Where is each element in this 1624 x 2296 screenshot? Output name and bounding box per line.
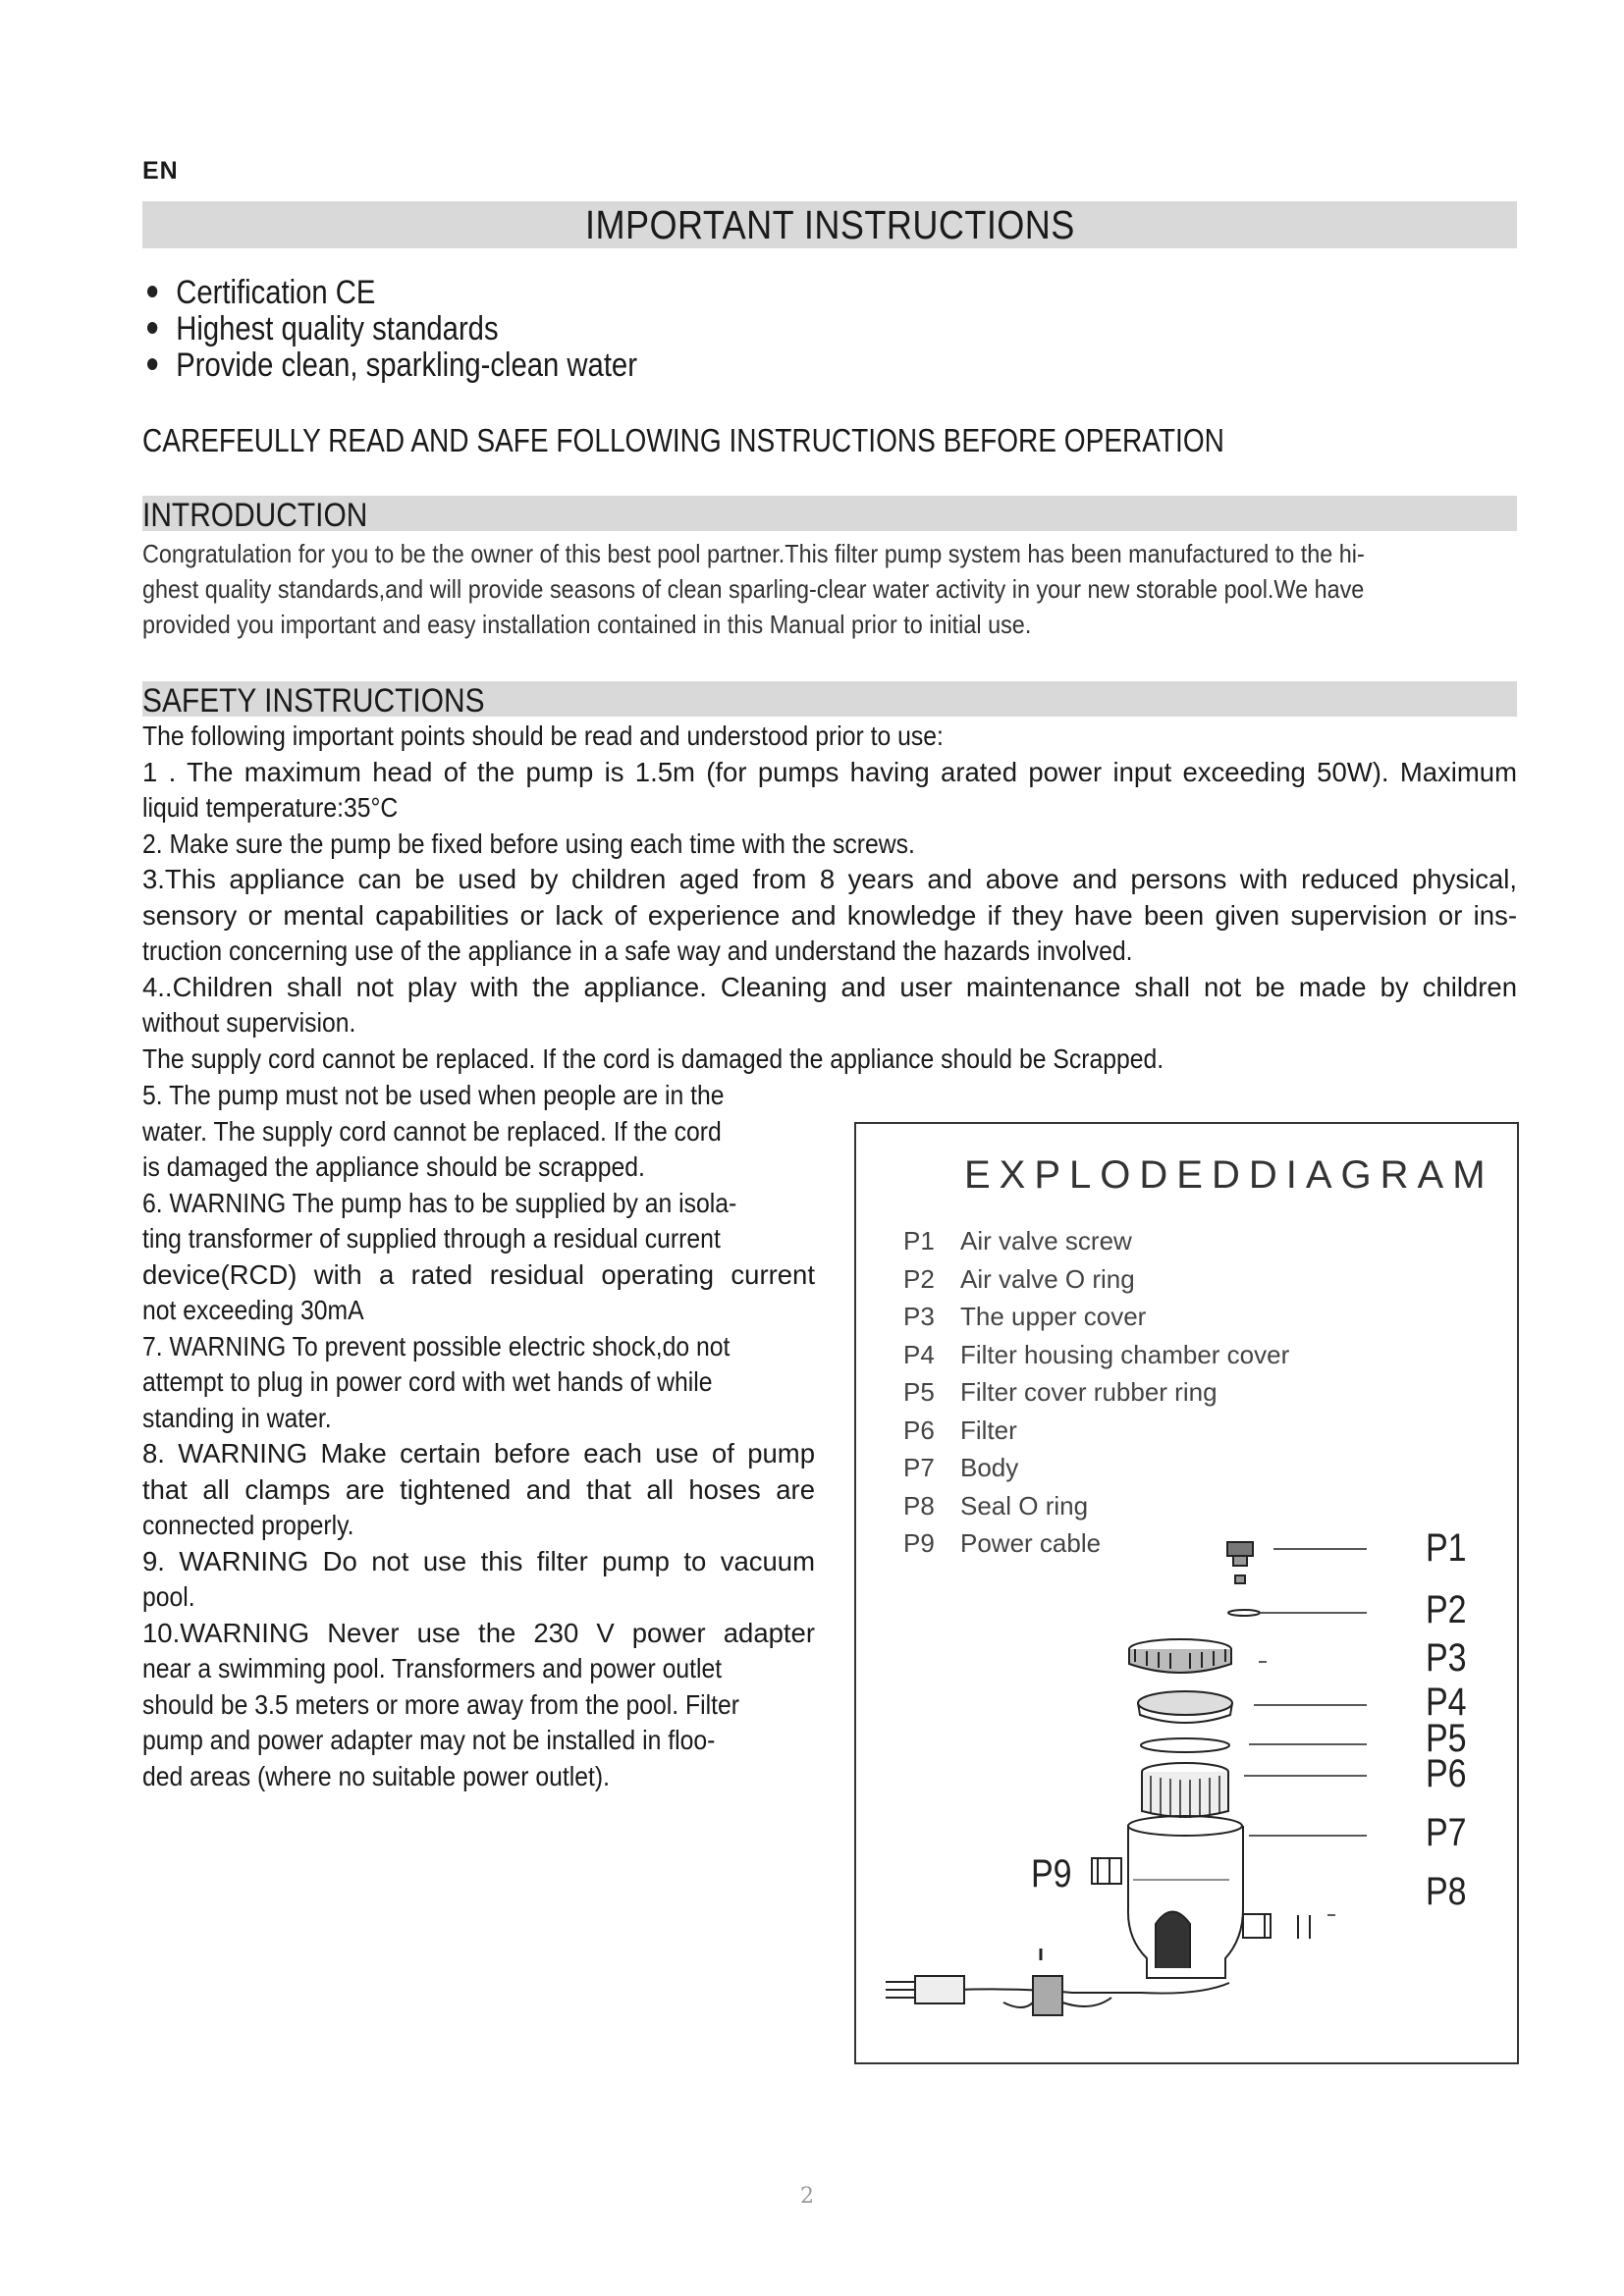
bullet-icon — [147, 286, 157, 297]
safety-line: that all clamps are tightened and that all hoses are — [142, 1473, 815, 1505]
safety-line: The supply cord cannot be replaced. If the cord is damaged the appliance should be Scrapped. — [142, 1042, 1164, 1074]
part-row: P7 Body — [903, 1453, 1019, 1482]
part-row: P8 Seal O ring — [903, 1490, 1089, 1521]
safety-line: water. The supply cord cannot be replaced. If the cord — [142, 1115, 722, 1147]
safety-line: 4..Children shall not play with the appliance. Cleaning and user maintenance shall not be made by children — [142, 971, 1517, 1002]
safety-line: attempt to plug in power cord with wet hands of while — [142, 1366, 713, 1397]
page-number: 2 — [800, 2184, 814, 2209]
part-row: P6 Filter — [903, 1415, 1017, 1445]
upper-cover-part — [1129, 1639, 1231, 1673]
safety-line: 8. WARNING Make certain before each use of pump — [142, 1438, 815, 1468]
housing-cover-part — [1138, 1691, 1232, 1723]
callout-leader-lines — [1244, 1549, 1367, 1915]
safety-line: truction concerning use of the appliance in a safe way and understand the hazards involved. — [142, 935, 1133, 966]
safety-line: near a swimming pool. Transformers and power outlet — [142, 1653, 723, 1683]
safety-line: 1 . The maximum head of the pump is 1.5m (for pumps having arated power input exceeding 50W). Maximum — [142, 756, 1517, 787]
list-item: Highest quality standards — [147, 311, 637, 347]
safety-line: liquid temperature:35°C — [142, 792, 399, 823]
safety-line: pump and power adapter may not be installed in floo- — [142, 1725, 716, 1755]
introduction-text — [142, 536, 1517, 642]
list-item: Provide clean, sparkling-clean water — [147, 347, 637, 384]
safety-line: 3.This appliance can be used by children aged from 8 years and above and persons with reduced physical, — [142, 864, 1517, 894]
callout-p4: P4 — [1426, 1681, 1467, 1724]
safety-line: 10.WARNING Never use the 230 V power adapter — [142, 1617, 815, 1648]
language-label: EN — [142, 157, 179, 185]
intro-line: provided you important and easy installation contained in this Manual prior to initial use. — [142, 610, 1032, 639]
safety-line: 7. WARNING To prevent possible electric shock,do not — [142, 1330, 731, 1362]
safety-instructions-column — [142, 1078, 815, 1794]
part-row: P5 Filter cover rubber ring — [903, 1377, 1218, 1407]
feature-list — [147, 275, 717, 384]
safety-line: device(RCD) with a rated residual operating current — [142, 1258, 815, 1290]
callout-p8: P8 — [1426, 1870, 1467, 1913]
safety-line: without supervision. — [142, 1007, 356, 1038]
safety-line: The following important points should be read and understood prior to use: — [142, 721, 944, 751]
part-row: P2 Air valve O ring — [903, 1263, 1135, 1294]
safety-line: 2. Make sure the pump be fixed before using each time with the screws. — [142, 828, 915, 859]
safety-line: not exceeding 30mA — [142, 1295, 364, 1325]
introduction-heading: INTRODUCTION — [142, 497, 368, 534]
safety-line: 9. WARNING Do not use this filter pump to vacuum — [142, 1545, 815, 1576]
callout-p7: P7 — [1426, 1811, 1467, 1854]
filter-cartridge-part — [1142, 1763, 1228, 1818]
safety-heading-bar — [142, 681, 1517, 720]
introduction-heading-bar — [142, 496, 1517, 534]
safety-line: 5. The pump must not be used when people are in the — [142, 1080, 725, 1110]
exploded-diagram — [854, 1122, 1519, 2064]
safety-line: pool. — [142, 1581, 195, 1612]
safety-line: standing in water. — [142, 1402, 332, 1433]
bullet-icon — [147, 358, 157, 370]
bullet-icon — [147, 322, 157, 334]
callout-p1: P1 — [1426, 1526, 1467, 1570]
air-valve-screw-part — [1227, 1542, 1253, 1583]
safety-line: should be 3.5 meters or more away from the pool. Filter — [142, 1688, 740, 1720]
safety-instructions-top — [142, 719, 1517, 1077]
safety-line: ting transformer of supplied through a residual current — [142, 1223, 721, 1254]
part-row: P3 The upper cover — [903, 1302, 1147, 1331]
intro-line: Congratulation for you to be the owner of this best pool partner.This filter pump system has been manufactured to the hi- — [142, 539, 1365, 568]
list-item: Certification CE — [147, 275, 637, 311]
safety-line: 6. WARNING The pump has to be supplied by an isola- — [142, 1187, 737, 1218]
pump-exploded-illustration — [856, 1124, 1517, 2062]
pump-body-part — [1092, 1816, 1271, 1978]
seal-o-ring-part — [1298, 1915, 1310, 1939]
page-title-bar — [142, 201, 1517, 248]
safety-heading: SAFETY INSTRUCTIONS — [142, 682, 485, 720]
intro-line: ghest quality standards,and will provide seasons of clean sparling-clear water activity in your new storable pool.We have — [142, 574, 1365, 604]
callout-p6: P6 — [1426, 1752, 1467, 1795]
part-row: P1 Air valve screw — [903, 1226, 1132, 1255]
callout-p9: P9 — [1031, 1852, 1072, 1896]
safety-line: is damaged the appliance should be scrapped. — [142, 1151, 645, 1182]
page-title: IMPORTANT INSTRUCTIONS — [584, 202, 1075, 247]
callout-p2: P2 — [1426, 1588, 1467, 1631]
safety-line: sensory or mental capabilities or lack of experience and knowledge if they have been given supervision or ins- — [142, 899, 1517, 931]
part-row: P9 Power cable — [903, 1528, 1102, 1558]
safety-line: ded areas (where no suitable power outlet). — [142, 1760, 611, 1791]
diagram-title: EXPLODEDDIAGRAM — [964, 1153, 1494, 1197]
air-valve-o-ring-part — [1228, 1610, 1260, 1616]
callout-p5: P5 — [1426, 1717, 1467, 1760]
safety-line: connected properly. — [142, 1510, 354, 1540]
filter-rubber-ring-part — [1141, 1738, 1229, 1752]
callout-p3: P3 — [1426, 1636, 1467, 1680]
part-row: P4 Filter housing chamber cover — [903, 1339, 1290, 1369]
careful-notice: CAREFEULLY READ AND SAFE FOLLOWING INSTRUCTIONS BEFORE OPERATION — [142, 422, 1224, 458]
